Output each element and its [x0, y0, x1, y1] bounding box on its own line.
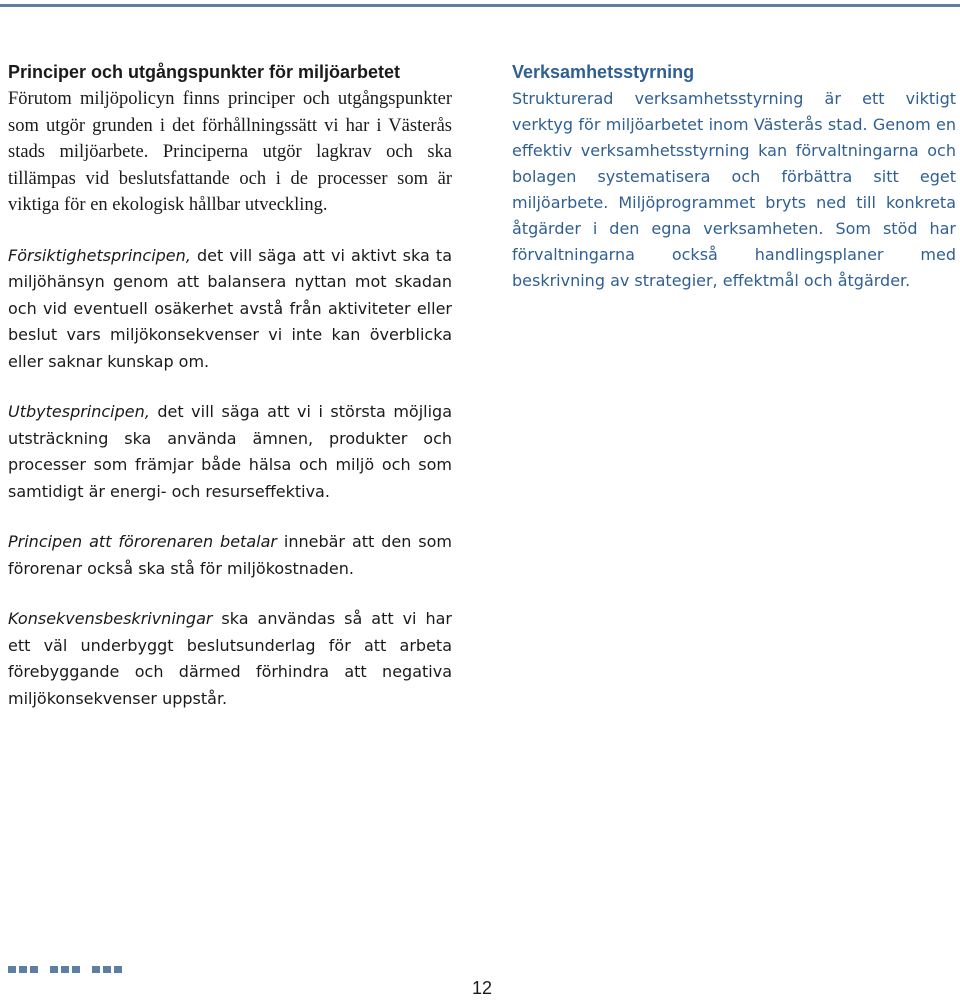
- footer-decoration: [8, 966, 122, 973]
- right-column: [512, 60, 956, 294]
- dot-group: [8, 966, 38, 973]
- intro-paragraph: Förutom miljöpolicyn finns principer och utgångspunkter som utgör grunden i det förhållningssätt vi har i Västerås stads miljöarbete. Principerna utgör lagkrav och ska tillämpas vid beslutsfattande och i de processer som är viktiga för en ekologisk hållbar utveckling.: [8, 89, 452, 215]
- principle-text-3: innebär att den som förorenar också ska stå för miljökostnaden.: [8, 532, 452, 578]
- principle-paragraph-1: [8, 243, 452, 376]
- principle-term-4: Konsekvensbeskrivningar: [8, 609, 213, 628]
- dot-group: [92, 966, 122, 973]
- principle-term-1: Försiktighetsprincipen,: [8, 245, 191, 265]
- principle-paragraph-4: [8, 606, 452, 712]
- section-heading-principles: Principer och utgångspunkter för miljöarbetet: [8, 62, 401, 82]
- section-heading-governance: Verksamhetsstyrning: [512, 62, 695, 82]
- left-column: [8, 60, 452, 712]
- principle-term-2: Utbytesprincipen,: [8, 402, 150, 421]
- top-rule: [0, 4, 960, 7]
- governance-paragraph: Strukturerad verksamhetsstyrning är ett viktigt verktyg för miljöarbetet inom Västerås stad. Genom en effektiv verksamhetsstyrning kan förvaltningarna och bolagen systematisera och förbättra sitt eget miljöarbete. Miljöprogrammet bryts ned till konkreta åtgärder i den egna verksamheten. Som stöd har förvaltningarna också handlingsplaner med beskrivning av strategier, effektmål och åtgärder.: [512, 89, 956, 290]
- principle-paragraph-3: [8, 529, 452, 582]
- principle-text-1: det vill säga att vi aktivt ska ta miljöhänsyn genom att balansera nyttan mot skadan och vid eventuell osäkerhet avstå från aktiviteter eller beslut vars miljökonsekvenser vi inte kan överblicka eller saknar kunskap om.: [8, 245, 452, 371]
- principle-text-2: det vill säga att vi i största möjliga utsträckning ska använda ämnen, produkter och processer som främjar både hälsa och miljö och som samtidigt är energi- och resurseffektiva.: [8, 402, 452, 501]
- principle-paragraph-2: [8, 399, 452, 505]
- principle-term-3: Principen att förorenaren betalar: [8, 532, 277, 551]
- page-number: 12: [471, 978, 493, 998]
- principle-text-4: ska användas så att vi har ett väl underbyggt beslutsunderlag för att arbeta förebyggande och därmed förhindra att negativa miljökonsekvenser uppstår.: [8, 609, 452, 708]
- dot-group: [50, 966, 80, 973]
